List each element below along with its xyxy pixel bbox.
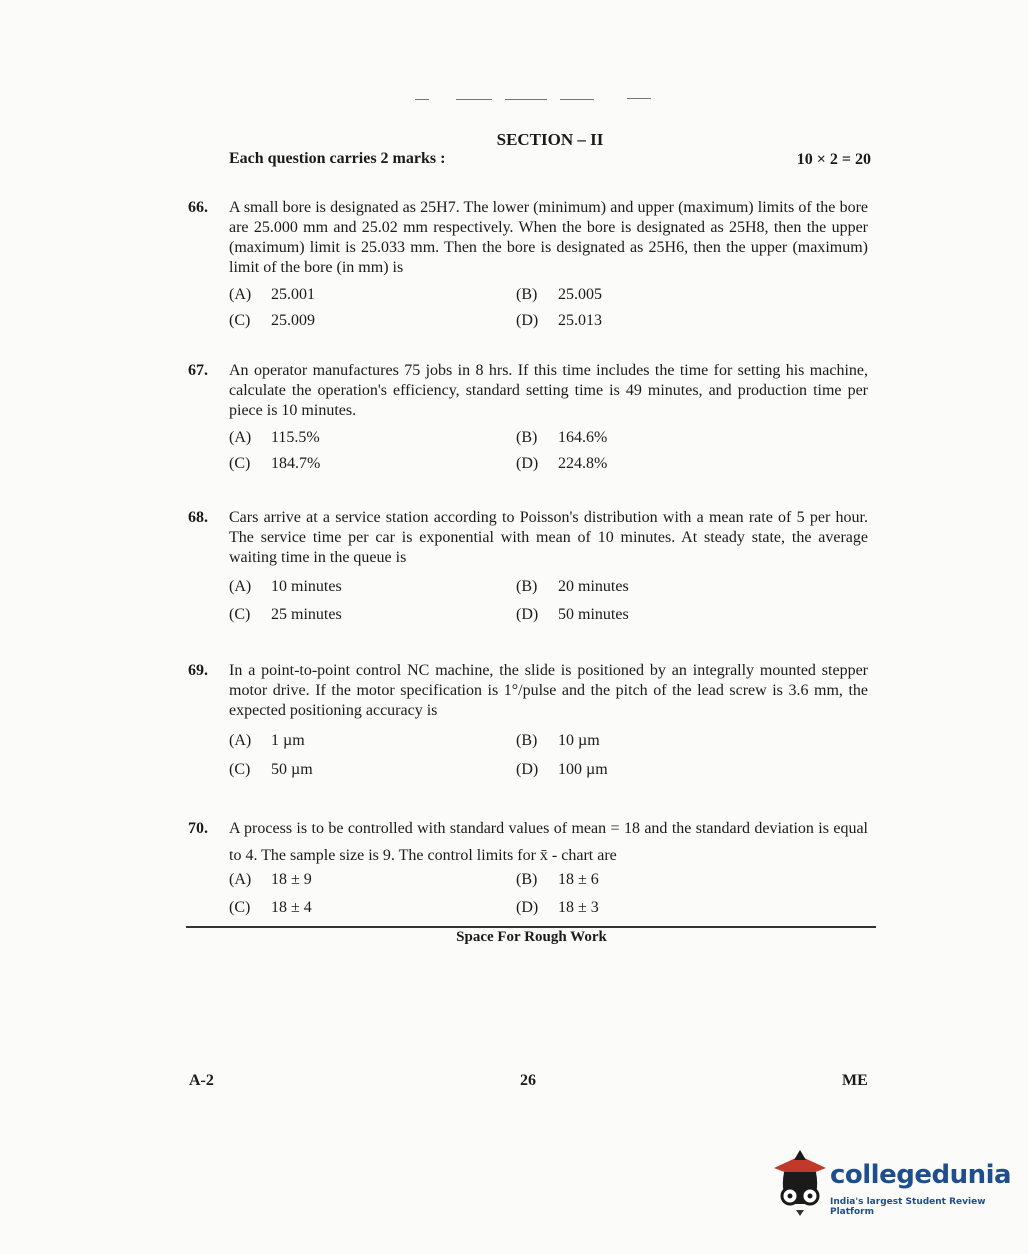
option-b[interactable]: (B) 20 minutes	[516, 578, 629, 595]
scan-mark	[627, 98, 651, 99]
rough-work-label: Space For Rough Work	[456, 929, 607, 945]
option-c[interactable]: (C) 25 minutes	[229, 606, 342, 623]
section-title: SECTION – II	[496, 130, 604, 149]
scan-mark	[560, 99, 594, 100]
question-67	[188, 361, 868, 484]
question-number: 68.	[188, 509, 208, 526]
question-68	[188, 508, 868, 633]
logo-wordmark: collegedunia	[830, 1160, 1012, 1190]
option-d[interactable]: (D) 100 µm	[516, 761, 608, 778]
subject-code: ME	[842, 1072, 868, 1089]
option-d[interactable]: (D) 224.8%	[516, 455, 608, 472]
options	[229, 428, 868, 484]
option-a[interactable]: (A) 18 ± 9	[229, 871, 312, 888]
scan-mark	[415, 99, 429, 100]
question-text: An operator manufactures 75 jobs in 8 hrs. If this time includes the time for setting his machine, calculate the operation's efficiency, standard setting time is 49 minutes, and production time per piece is 10 minutes.	[229, 362, 868, 419]
graduate-mascot-icon	[770, 1150, 830, 1230]
option-b[interactable]: (B) 10 µm	[516, 732, 600, 749]
question-number: 70.	[188, 820, 208, 837]
option-b[interactable]: (B) 18 ± 6	[516, 871, 599, 888]
options	[229, 285, 868, 341]
option-c[interactable]: (C) 184.7%	[229, 455, 321, 472]
option-a[interactable]: (A) 1 µm	[229, 732, 305, 749]
option-d[interactable]: (D) 25.013	[516, 312, 602, 329]
option-a[interactable]: (A) 115.5%	[229, 429, 320, 446]
question-number: 69.	[188, 662, 208, 679]
option-d[interactable]: (D) 18 ± 3	[516, 899, 599, 916]
question-text: A process is to be controlled with standard values of mean = 18 and the standard deviation is equal to 4. The sample size is 9. The control limits for x̄ - chart are	[229, 820, 868, 864]
question-number: 67.	[188, 362, 208, 379]
option-a[interactable]: (A) 25.001	[229, 286, 315, 303]
question-text: In a point-to-point control NC machine, the slide is positioned by an integrally mounted stepper motor drive. If the motor specification is 1°/pulse and the pitch of the lead screw is 3.6 mm, the expected positioning accuracy is	[229, 662, 868, 719]
scan-mark	[456, 99, 492, 100]
options	[229, 870, 868, 926]
question-66	[188, 198, 868, 341]
option-b[interactable]: (B) 164.6%	[516, 429, 608, 446]
option-d[interactable]: (D) 50 minutes	[516, 606, 629, 623]
collegedunia-logo[interactable]	[770, 1150, 1012, 1230]
page-number: 26	[520, 1072, 536, 1089]
options	[229, 731, 868, 787]
question-number: 66.	[188, 199, 208, 216]
option-b[interactable]: (B) 25.005	[516, 286, 602, 303]
booklet-code: A-2	[189, 1072, 214, 1089]
scan-mark	[505, 99, 547, 100]
option-c[interactable]: (C) 50 µm	[229, 761, 313, 778]
option-a[interactable]: (A) 10 minutes	[229, 578, 342, 595]
option-c[interactable]: (C) 18 ± 4	[229, 899, 312, 916]
marks-note: Each question carries 2 marks :	[229, 150, 446, 167]
options	[229, 577, 868, 633]
question-70	[188, 815, 868, 926]
divider-rule	[186, 926, 876, 928]
marks-total: 10 × 2 = 20	[796, 151, 871, 168]
logo-tagline: India's largest Student Review Platform	[830, 1197, 986, 1217]
question-69	[188, 661, 868, 787]
question-text: Cars arrive at a service station according to Poisson's distribution with a mean rate of 5 per hour. The service time per car is exponential with mean of 10 minutes. At steady state, the average waiting time in the queue is	[229, 509, 868, 566]
question-text: A small bore is designated as 25H7. The lower (minimum) and upper (maximum) limits of the bore are 25.000 mm and 25.02 mm respectively. When the bore is designated as 25H8, then the upper (maximum) limit is 25.033 mm. Then the bore is designated as 25H6, then the upper (maximum) limit of the bore (in mm) is	[229, 199, 868, 276]
option-c[interactable]: (C) 25.009	[229, 312, 315, 329]
